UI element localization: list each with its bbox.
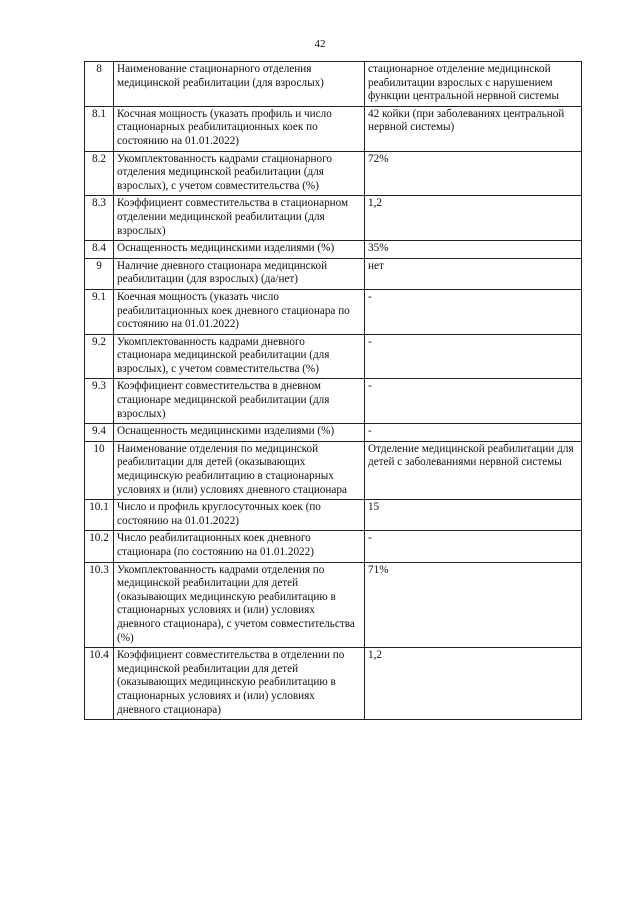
rehabilitation-table [84,61,582,720]
table-row [85,258,582,289]
row-name: Число и профиль круглосуточных коек (по состоянию на 01.01.2022) [114,500,365,531]
row-number: 8 [85,62,114,107]
row-number: 9 [85,258,114,289]
row-value: 1,2 [365,196,582,241]
table-row [85,241,582,259]
row-value: - [365,424,582,442]
row-name: Наименование стационарного отделения медицинской реабилитации (для взрослых) [114,62,365,107]
row-name: Коэффициент совместительства в стационарном отделении медицинской реабилитации (для взрослых) [114,196,365,241]
row-number: 10.2 [85,531,114,562]
row-value: Отделение медицинской реабилитации для детей с заболеваниями нервной системы [365,441,582,499]
table-row [85,441,582,499]
row-name: Укомплектованность кадрами стационарного отделения медицинской реабилитации (для взрослых), с учетом совместительства (%) [114,151,365,196]
row-number: 8.1 [85,106,114,151]
row-value: 15 [365,500,582,531]
table-row [85,196,582,241]
row-name: Число реабилитационных коек дневного стационара (по состоянию на 01.01.2022) [114,531,365,562]
row-value: 1,2 [365,648,582,720]
row-name: Косчная мощность (указать профиль и число стационарных реабилитационных коек по состоянию на 01.01.2022) [114,106,365,151]
row-name: Коечная мощность (указать число реабилитационных коек дневного стационара по состоянию на 01.01.2022) [114,289,365,334]
row-number: 9.1 [85,289,114,334]
row-name: Наличие дневного стационара медицинской реабилитации (для взрослых) (да/нет) [114,258,365,289]
table-row [85,289,582,334]
row-name: Оснащенность медицинскими изделиями (%) [114,424,365,442]
row-number: 9.4 [85,424,114,442]
row-name: Коэффициент совместительства в дневном стационаре медицинской реабилитации (для взрослых) [114,379,365,424]
row-value: нет [365,258,582,289]
table-row [85,62,582,107]
row-name: Оснащенность медицинскими изделиями (%) [114,241,365,259]
row-number: 9.2 [85,334,114,379]
row-name: Укомплектованность кадрами отделения по медицинской реабилитации для детей (оказывающих медицинскую реабилитацию в стационарных условиях и (или) условиях дневного стационара), с учетом совместительства (%) [114,562,365,648]
row-number: 8.4 [85,241,114,259]
row-value: - [365,531,582,562]
row-number: 9.3 [85,379,114,424]
page-number: 42 [314,38,326,50]
table-row [85,424,582,442]
row-name: Коэффициент совместительства в отделении по медицинской реабилитации для детей (оказывающих медицинскую реабилитацию в стационарных условиях и (или) условиях дневного стационара) [114,648,365,720]
row-number: 8.2 [85,151,114,196]
row-number: 10.3 [85,562,114,648]
table-row [85,648,582,720]
row-number: 10.1 [85,500,114,531]
row-number: 10 [85,441,114,499]
table-row [85,531,582,562]
row-value: 71% [365,562,582,648]
table-row [85,562,582,648]
row-number: 10.4 [85,648,114,720]
table-row [85,500,582,531]
row-value: - [365,334,582,379]
row-name: Наименование отделения по медицинской реабилитации для детей (оказывающих медицинскую реабилитацию в стационарных условиях и (или) условиях дневного стационара [114,441,365,499]
row-name: Укомплектованность кадрами дневного стационара медицинской реабилитации (для взрослых), с учетом совместительства (%) [114,334,365,379]
table-row [85,106,582,151]
row-value: 35% [365,241,582,259]
row-value: 72% [365,151,582,196]
row-value: - [365,379,582,424]
row-number: 8.3 [85,196,114,241]
table-row [85,334,582,379]
row-value: 42 койки (при заболеваниях центральной нервной системы) [365,106,582,151]
table-row [85,151,582,196]
row-value: - [365,289,582,334]
row-value: стационарное отделение медицинской реабилитации взрослых с нарушением функции центральной нервной системы [365,62,582,107]
table-row [85,379,582,424]
